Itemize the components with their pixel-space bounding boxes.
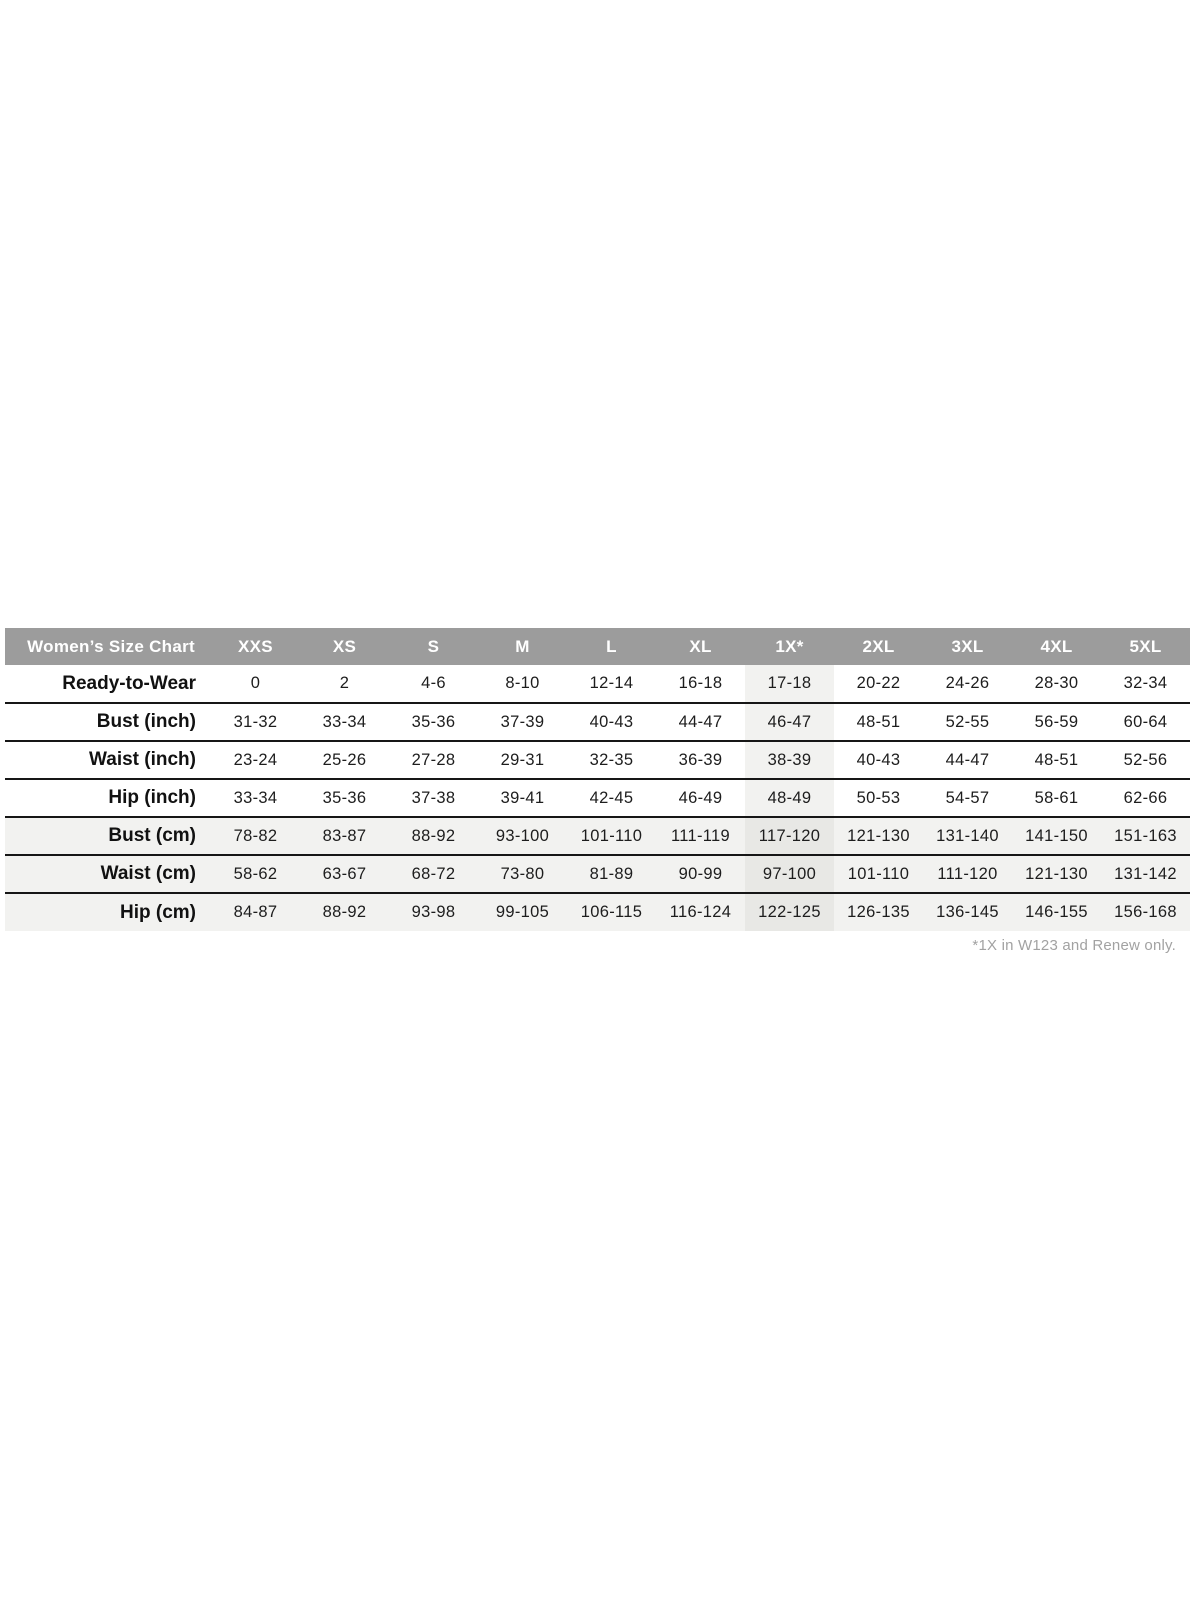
size-cell: 42-45 xyxy=(589,788,634,807)
column-header-1x: 1X* xyxy=(745,628,834,665)
size-cell: 23-24 xyxy=(233,750,278,769)
size-cell: 33-34 xyxy=(233,788,278,807)
row-label: Waist (cm) xyxy=(100,863,196,884)
size-cell: 4-6 xyxy=(421,674,446,692)
size-cell: 40-43 xyxy=(856,750,901,769)
size-chart xyxy=(5,628,1190,954)
column-header-3xl: 3XL xyxy=(923,628,1012,665)
size-cell: 88-92 xyxy=(322,903,367,921)
table-row xyxy=(5,741,1190,779)
size-cell: 16-18 xyxy=(678,674,723,692)
size-cell: 33-34 xyxy=(322,712,367,731)
size-cell: 50-53 xyxy=(856,788,901,807)
row-label: Waist (inch) xyxy=(89,749,196,770)
row-label: Bust (cm) xyxy=(108,825,196,846)
size-cell: 46-47 xyxy=(745,703,834,741)
table-row xyxy=(5,817,1190,855)
size-cell: 151-163 xyxy=(1114,826,1177,845)
size-cell: 32-35 xyxy=(589,750,634,769)
size-cell: 48-51 xyxy=(856,712,901,731)
column-header-xxs: XXS xyxy=(211,628,300,665)
size-cell: 58-61 xyxy=(1034,788,1079,807)
column-header-4xl: 4XL xyxy=(1012,628,1101,665)
size-cell: 136-145 xyxy=(936,903,999,921)
size-cell: 12-14 xyxy=(589,674,634,692)
size-cell: 48-51 xyxy=(1034,750,1079,769)
size-cell: 0 xyxy=(250,674,261,692)
size-cell: 37-39 xyxy=(500,712,545,731)
size-cell: 117-120 xyxy=(745,817,834,855)
size-cell: 8-10 xyxy=(505,674,540,692)
row-label: Bust (inch) xyxy=(96,711,196,732)
size-cell: 111-120 xyxy=(937,864,998,883)
size-cell: 111-119 xyxy=(671,826,730,845)
size-cell: 90-99 xyxy=(678,864,723,883)
size-cell: 40-43 xyxy=(589,712,634,731)
size-cell: 35-36 xyxy=(411,712,456,731)
size-cell: 27-28 xyxy=(411,750,456,769)
size-cell: 83-87 xyxy=(322,826,367,845)
size-cell: 32-34 xyxy=(1123,674,1168,692)
size-cell: 131-140 xyxy=(936,826,999,845)
footnote: *1X in W123 and Renew only. xyxy=(972,937,1176,954)
size-cell: 106-115 xyxy=(580,903,643,921)
row-label: Hip (cm) xyxy=(120,901,196,923)
size-cell: 101-110 xyxy=(847,864,910,883)
size-cell: 44-47 xyxy=(945,750,990,769)
size-cell: 25-26 xyxy=(322,750,367,769)
size-cell: 52-55 xyxy=(945,712,990,731)
size-cell: 54-57 xyxy=(945,788,990,807)
size-cell: 46-49 xyxy=(678,788,723,807)
size-cell: 131-142 xyxy=(1114,864,1177,883)
size-cell: 62-66 xyxy=(1123,788,1168,807)
size-cell: 29-31 xyxy=(500,750,545,769)
size-cell: 17-18 xyxy=(745,665,834,703)
column-header-xs: XS xyxy=(300,628,389,665)
size-cell: 97-100 xyxy=(745,855,834,893)
size-cell: 36-39 xyxy=(678,750,723,769)
column-header-5xl: 5XL xyxy=(1101,628,1190,665)
size-cell: 2 xyxy=(339,674,350,692)
size-cell: 116-124 xyxy=(669,903,732,921)
size-cell: 101-110 xyxy=(580,826,643,845)
size-cell: 48-49 xyxy=(745,779,834,817)
column-header-2xl: 2XL xyxy=(834,628,923,665)
size-cell: 93-100 xyxy=(495,826,550,845)
header-row xyxy=(5,628,1190,665)
size-chart-table xyxy=(5,628,1190,931)
size-cell: 28-30 xyxy=(1034,674,1079,692)
column-header-s: S xyxy=(389,628,478,665)
size-cell: 37-38 xyxy=(411,788,456,807)
size-cell: 60-64 xyxy=(1123,712,1168,731)
size-cell: 146-155 xyxy=(1025,903,1088,921)
column-header-xl: XL xyxy=(656,628,745,665)
size-cell: 73-80 xyxy=(500,864,545,883)
size-cell: 93-98 xyxy=(411,903,456,921)
size-cell: 31-32 xyxy=(233,712,278,731)
size-cell: 35-36 xyxy=(322,788,367,807)
table-row xyxy=(5,665,1190,703)
table-row xyxy=(5,893,1190,931)
size-cell: 58-62 xyxy=(233,864,278,883)
size-cell: 78-82 xyxy=(233,826,278,845)
size-cell: 68-72 xyxy=(411,864,456,883)
row-label: Hip (inch) xyxy=(108,787,196,808)
size-cell: 99-105 xyxy=(495,903,550,921)
size-cell: 44-47 xyxy=(678,712,723,731)
size-cell: 81-89 xyxy=(589,864,634,883)
row-label: Ready-to-Wear xyxy=(62,672,196,694)
size-cell: 39-41 xyxy=(500,788,545,807)
size-cell: 156-168 xyxy=(1114,903,1177,921)
size-cell: 20-22 xyxy=(856,674,901,692)
size-cell: 63-67 xyxy=(322,864,367,883)
table-row xyxy=(5,703,1190,741)
table-title: Women’s Size Chart xyxy=(5,628,211,665)
column-header-m: M xyxy=(478,628,567,665)
size-cell: 88-92 xyxy=(411,826,456,845)
size-cell: 121-130 xyxy=(847,826,910,845)
size-cell: 121-130 xyxy=(1025,864,1088,883)
size-cell: 24-26 xyxy=(945,674,990,692)
size-cell: 126-135 xyxy=(847,903,910,921)
size-cell: 38-39 xyxy=(745,741,834,779)
size-cell: 56-59 xyxy=(1034,712,1079,731)
size-cell: 122-125 xyxy=(745,893,834,931)
table-row xyxy=(5,779,1190,817)
size-cell: 141-150 xyxy=(1025,826,1088,845)
table-row xyxy=(5,855,1190,893)
size-cell: 52-56 xyxy=(1123,750,1168,769)
column-header-l: L xyxy=(567,628,656,665)
size-cell: 84-87 xyxy=(233,903,278,921)
